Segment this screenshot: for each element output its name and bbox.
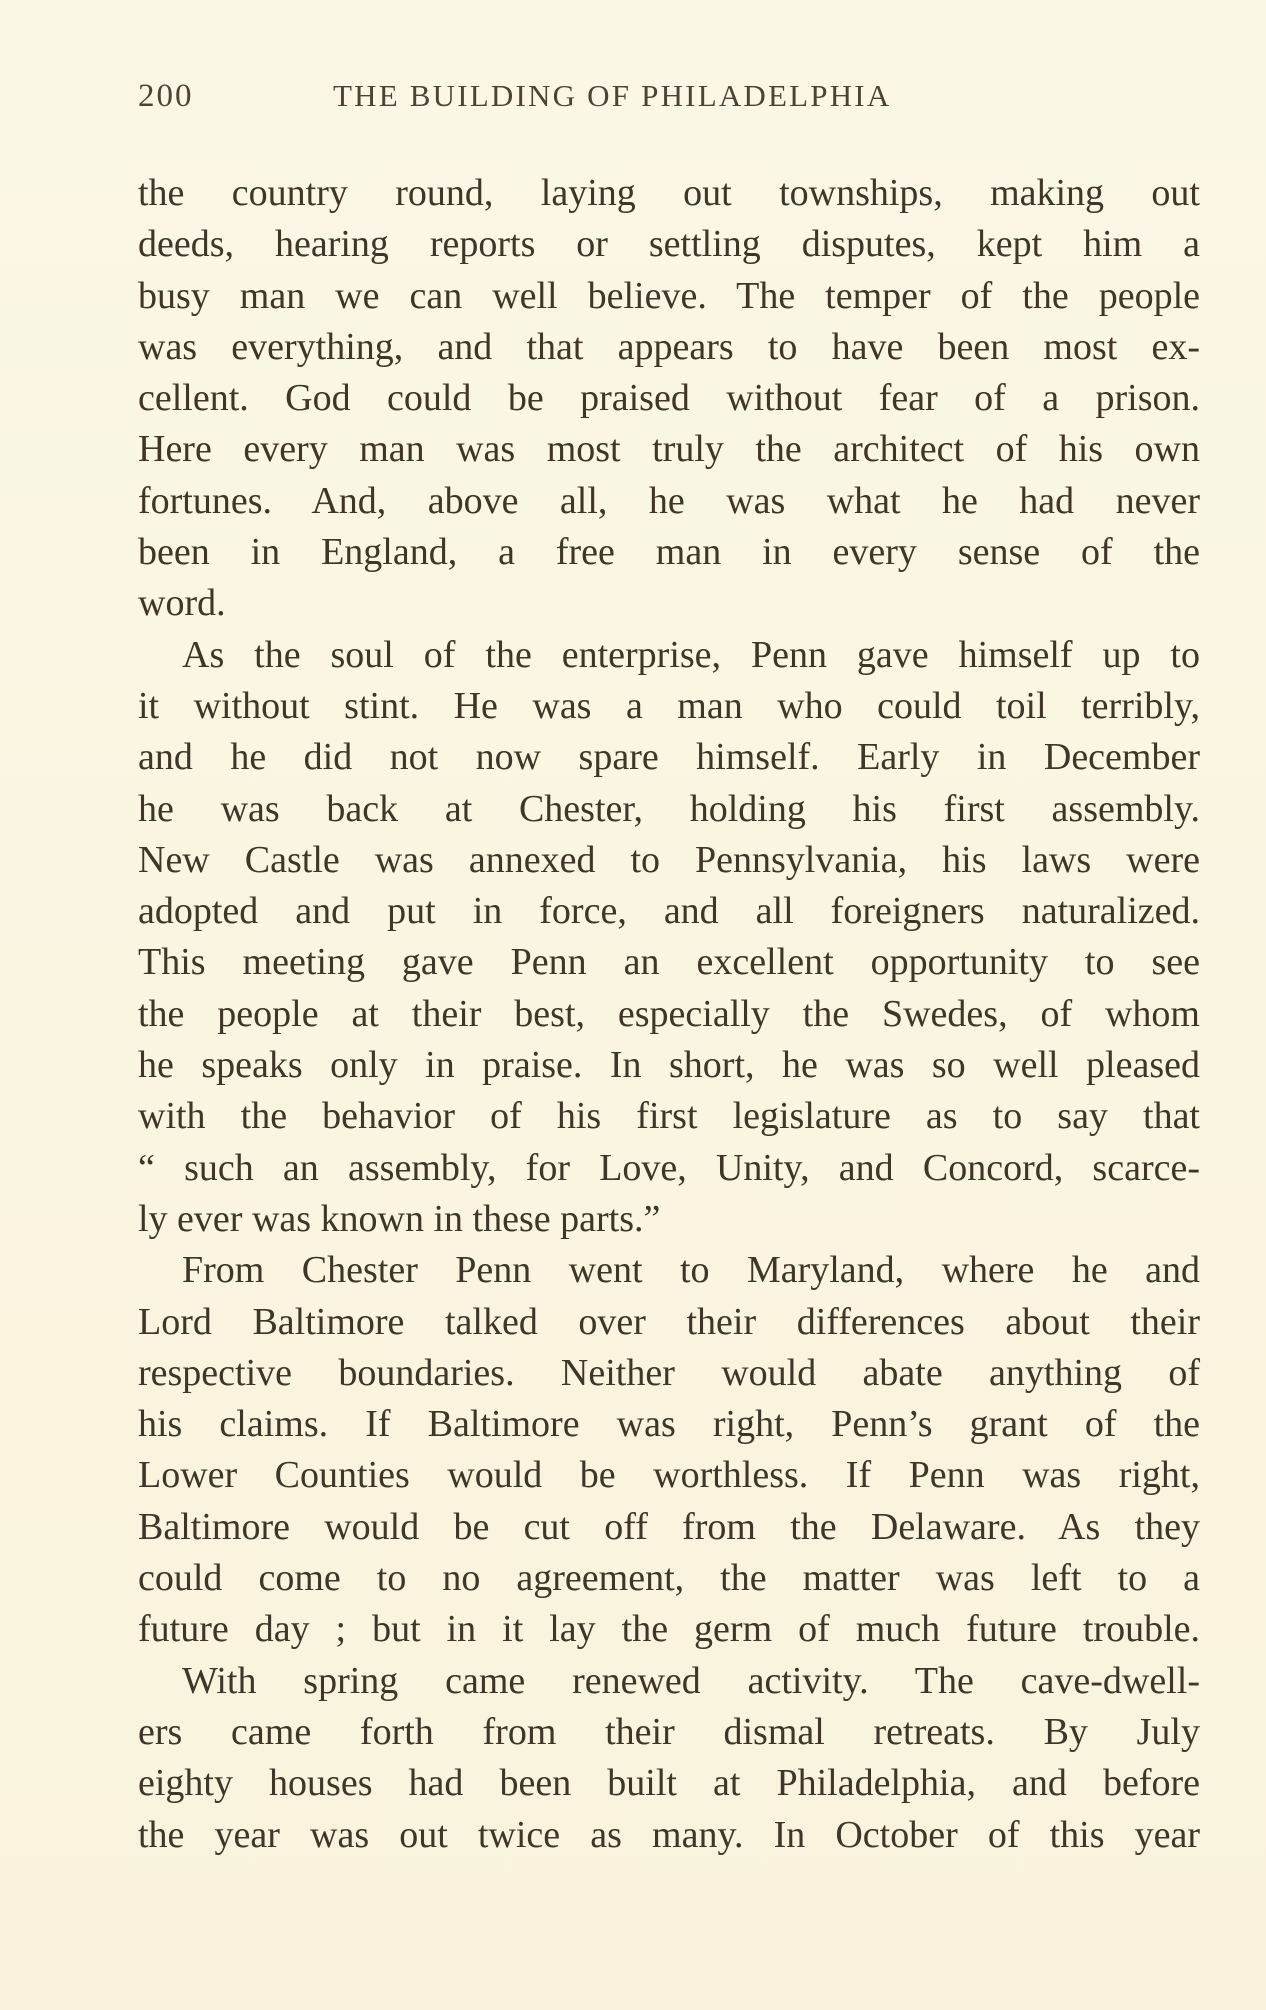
text-line: ers came forth from their dismal retreats. By July <box>138 1710 1200 1753</box>
text-line: deeds, hearing reports or settling disputes, kept him a <box>138 223 1200 266</box>
text-line: the country round, laying out townships, making out <box>138 172 1200 214</box>
text-line: busy man we can well believe. The temper of the people <box>138 274 1200 317</box>
text-line: and he did not now spare himself. Early in December <box>138 736 1200 779</box>
text-line: With spring came renewed activity. The cave-dwell- <box>182 1659 1200 1702</box>
text-line: cellent. God could be praised without fear of a prison. <box>138 377 1200 420</box>
text-line: Baltimore would be cut off from the Delaware. As they <box>138 1505 1200 1548</box>
text-line: This meeting gave Penn an excellent opportunity to see <box>138 941 1200 984</box>
text-line: future day ; but in it lay the germ of much future trouble. <box>138 1608 1200 1651</box>
text-line: was everything, and that appears to have been most ex- <box>138 325 1200 368</box>
text-line: the people at their best, especially the Swedes, of whom <box>138 992 1200 1035</box>
text-line: with the behavior of his first legislature as to say that <box>138 1095 1200 1138</box>
text-line: the year was out twice as many. In October of this year <box>138 1813 1200 1856</box>
running-head: THE BUILDING OF PHILADELPHIA <box>333 78 892 113</box>
text-line: he was back at Chester, holding his first assembly. <box>138 787 1200 830</box>
text-line: could come to no agreement, the matter was left to a <box>138 1557 1200 1600</box>
text-line: From Chester Penn went to Maryland, where he and <box>182 1249 1200 1292</box>
page-number: 200 <box>138 78 194 114</box>
text-line: Here every man was most truly the architect of his own <box>138 428 1200 471</box>
text-line: ly ever was known in these parts.” <box>138 1197 661 1240</box>
text-line: his claims. If Baltimore was right, Penn’s grant of the <box>138 1403 1200 1446</box>
text-line: “ such an assembly, for Love, Unity, and Concord, scarce- <box>138 1146 1200 1189</box>
text-line: Lord Baltimore talked over their differences about their <box>138 1300 1200 1343</box>
text-line: eighty houses had been built at Philadelphia, and before <box>138 1762 1200 1805</box>
body-text <box>138 168 1200 1861</box>
text-line: As the soul of the enterprise, Penn gave himself up to <box>182 633 1200 676</box>
page-header <box>138 74 1058 118</box>
text-line: Lower Counties would be worthless. If Penn was right, <box>138 1454 1200 1497</box>
text-line: word. <box>138 582 226 625</box>
text-line: fortunes. And, above all, he was what he had never <box>138 479 1200 522</box>
text-line: New Castle was annexed to Pennsylvania, his laws were <box>138 838 1200 881</box>
text-line: been in England, a free man in every sense of the <box>138 531 1200 574</box>
text-line: it without stint. He was a man who could toil terribly, <box>138 684 1200 727</box>
text-line: he speaks only in praise. In short, he was so well pleased <box>138 1044 1200 1087</box>
text-line: adopted and put in force, and all foreigners naturalized. <box>138 890 1200 933</box>
text-line: respective boundaries. Neither would abate anything of <box>138 1351 1200 1394</box>
